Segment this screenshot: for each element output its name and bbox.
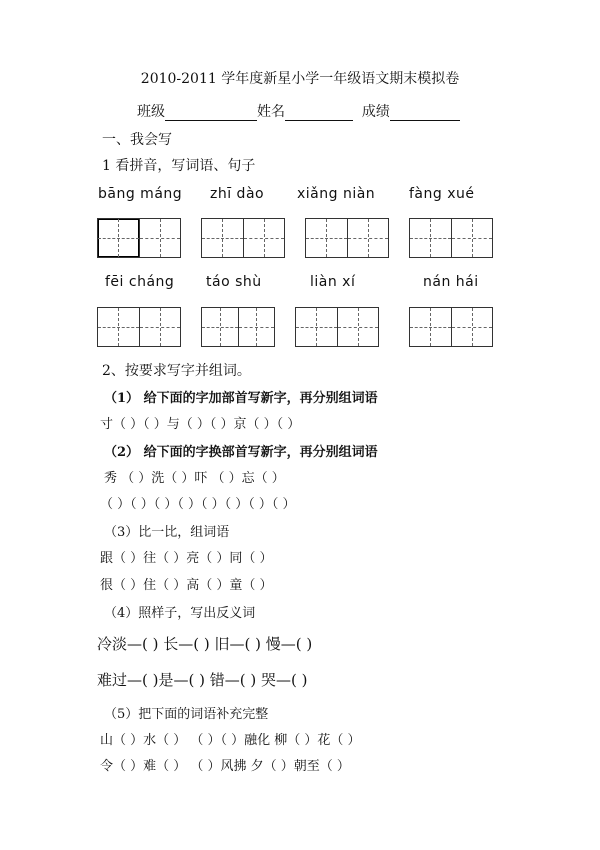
part2-line[interactable]: （ ）（ ）（ ）（ ）（ ）（ ）（ ）（ ） (100, 497, 296, 512)
pinyin-label: xiǎng niàn (297, 186, 376, 202)
writing-grid[interactable] (201, 307, 275, 347)
part2-line[interactable]: 秀 （ ）洗（ ）吓 （ ）忘（ ） (104, 471, 285, 486)
part3-title: （3）比一比，组词语 (104, 525, 230, 540)
writing-grid[interactable] (97, 307, 181, 347)
part5-line[interactable]: 山（ ）水（ ） （ ）（ ）融化 柳（ ）花（ ） (100, 733, 361, 748)
name-blank[interactable] (285, 105, 353, 121)
part4-line[interactable]: 冷淡—( ) 长—( ) 旧—( ) 慢—( ) (97, 635, 313, 653)
part3-line[interactable]: 很（ ）住（ ）高（ ）童（ ） (100, 578, 273, 593)
part1-title: （1） 给下面的字加部首写新字，再分别组词语 (104, 391, 378, 406)
writing-grid[interactable] (409, 218, 493, 258)
part5-title: （5）把下面的词语补充完整 (104, 707, 269, 722)
question-1-prompt: 1 看拼音，写词语、句子 (102, 158, 256, 174)
part5-line[interactable]: 令（ ）难（ ） （ ）风拂 夕（ ）朝至（ ） (100, 759, 350, 774)
part3-line[interactable]: 跟（ ）往（ ）亮（ ）同（ ） (100, 551, 273, 566)
part1-line[interactable]: 寸（ ）（ ）与（ ）（ ）京（ ）（ ） (100, 417, 301, 432)
pinyin-label: táo shù (206, 274, 262, 290)
section2-heading: 2、按要求写字并组词。 (102, 363, 251, 379)
name-label: 姓名 (257, 104, 285, 120)
pinyin-label: nán hái (423, 274, 479, 290)
student-info-fields (137, 101, 460, 121)
pinyin-label: fàng xué (409, 186, 475, 202)
writing-grid[interactable] (409, 307, 493, 347)
page-title: 2010-2011 学年度新星小学一年级语文期末模拟卷 (140, 71, 460, 87)
writing-grid[interactable] (97, 218, 181, 258)
pinyin-label: fēi cháng (105, 274, 175, 290)
pinyin-label: bāng máng (98, 186, 183, 202)
section1-heading: 一、我会写 (102, 132, 172, 148)
class-label: 班级 (137, 104, 165, 120)
part4-line[interactable]: 难过—( )是—( ) 错—( ) 哭—( ) (97, 671, 308, 689)
score-blank[interactable] (390, 105, 460, 121)
writing-grid[interactable] (295, 307, 379, 347)
pinyin-label: zhī dào (210, 186, 265, 202)
class-blank[interactable] (165, 105, 257, 121)
score-label: 成绩 (361, 104, 390, 120)
part4-title: （4）照样子，写出反义词 (104, 606, 256, 621)
part2-title: （2） 给下面的字换部首写新字，再分别组词语 (104, 445, 378, 460)
pinyin-label: liàn xí (310, 274, 356, 290)
writing-grid[interactable] (201, 218, 285, 258)
writing-grid[interactable] (305, 218, 389, 258)
